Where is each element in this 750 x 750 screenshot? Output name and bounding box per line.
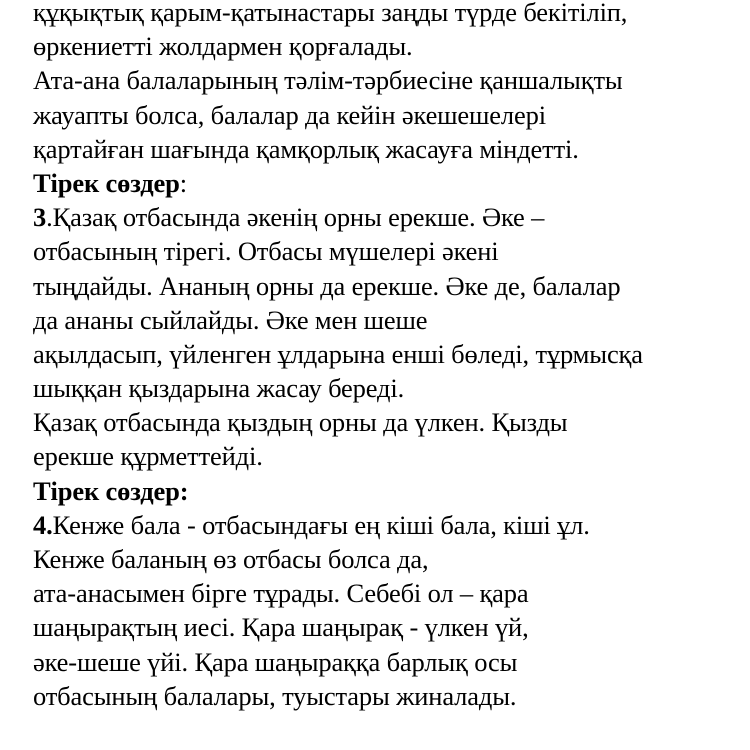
support-words-heading-2: Тірек сөздер:	[33, 475, 189, 506]
text-line: құқықтық қарым-қатынастары заңды түрде бекітіліп,	[33, 0, 628, 27]
item-3-first-line	[33, 200, 748, 234]
text-line: да ананы сыйлайды. Әке мен шеше	[33, 304, 428, 335]
text-line: Ата-ана балаларының тәлім-тәрбиесіне қаншалықты	[33, 65, 623, 96]
support-words-colon: :	[179, 167, 187, 198]
text-line: шаңырақтың иесі. Қара шаңырақ - үлкен үй,	[33, 612, 529, 643]
text-line: отбасының балалары, туыстары жиналады.	[33, 680, 517, 711]
text-line: қартайған шағында қамқорлық жасауға міндетті.	[33, 133, 579, 164]
item-3-first-line-text: .Қазақ отбасында әкенің орны ерекше. Әке –	[46, 202, 545, 233]
text-line: тыңдайды. Ананың орны да ерекше. Әке де, балалар	[33, 270, 621, 301]
text-line: Кенже баланың өз отбасы болса да,	[33, 544, 429, 574]
text-line: ата-анасымен бірге тұрады. Себебі ол – қара	[33, 578, 529, 609]
text-line: отбасының тірегі. Отбасы мүшелері әкені	[33, 236, 499, 267]
item-4-number: 4.	[33, 509, 53, 540]
text-line: өркениетті жолдармен қорғалады.	[33, 31, 413, 62]
text-line: жауапты болса, балалар да кейін әкешешелері	[33, 99, 546, 130]
text-line: шыққан қыздарына жасау береді.	[33, 373, 405, 404]
support-words-label: Тірек сөздер	[33, 167, 180, 198]
text-line: Қазақ отбасында қыздың орны да үлкен. Қызды	[33, 407, 568, 438]
item-4-first-line-text: Кенже бала - отбасындағы ең кіші бала, кіші ұл.	[52, 509, 590, 540]
support-words-heading	[33, 166, 748, 200]
item-3-number: 3	[33, 202, 47, 233]
text-line: ақылдасып, үйленген ұлдарына енші бөледі, тұрмысқа	[33, 338, 643, 369]
document-text	[33, 0, 748, 713]
text-line: әке-шеше үйі. Қара шаңыраққа барлық осы	[33, 646, 518, 677]
item-4-first-line	[33, 508, 748, 542]
text-line: ерекше құрметтейді.	[33, 441, 263, 472]
